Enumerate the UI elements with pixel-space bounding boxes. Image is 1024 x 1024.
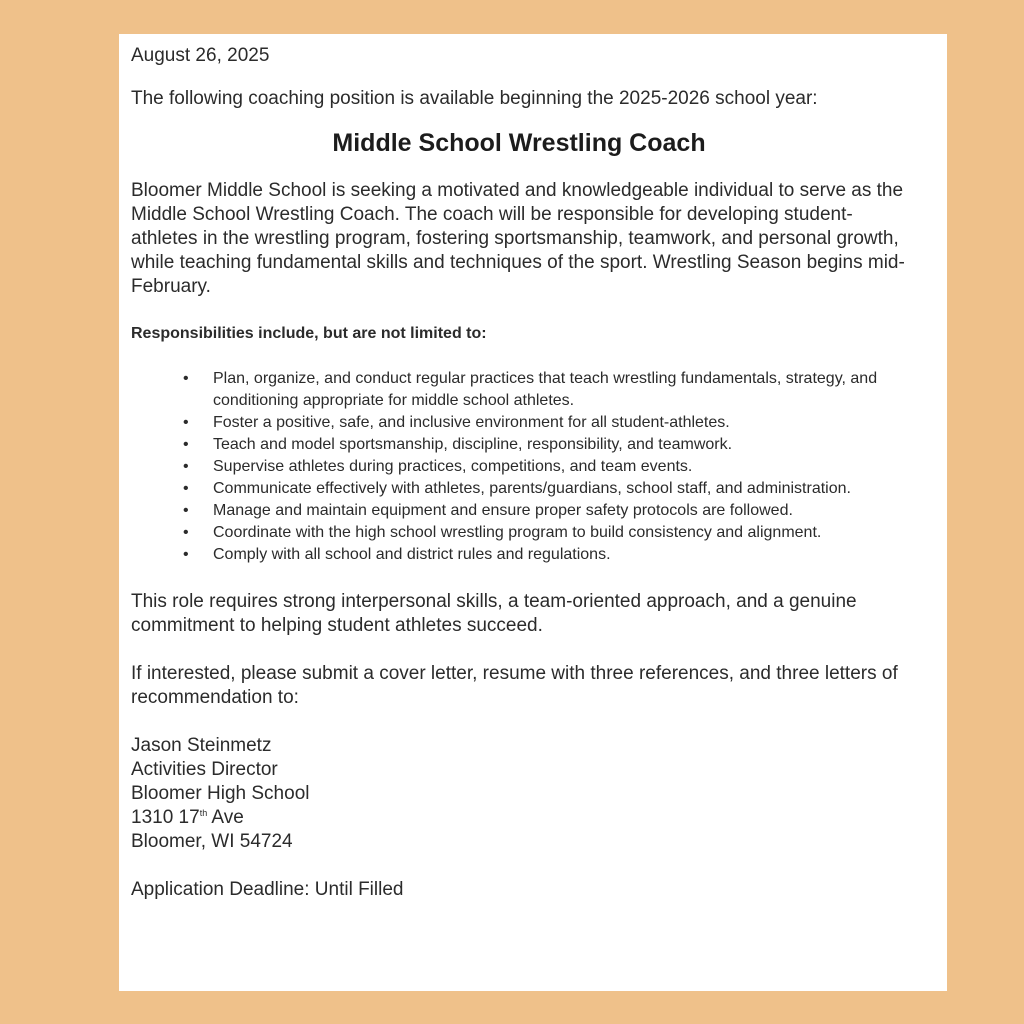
contact-street [131, 806, 907, 830]
job-posting-page [119, 34, 947, 991]
bullet-icon: • [183, 370, 189, 387]
list-item-text: Supervise athletes during practices, competitions, and team events. [213, 458, 693, 475]
position-description: Bloomer Middle School is seeking a motivated and knowledgeable individual to serve as the Middle School Wrestling Coach. The coach will be responsible for developing student-athletes in the wrestling program, fostering sportsmanship, teamwork, and personal growth, while teaching fundamental skills and techniques of the sport. Wrestling Season begins mid-February. [131, 180, 905, 297]
list-item [183, 412, 907, 434]
list-item [183, 478, 907, 500]
list-item [183, 368, 907, 412]
contact-address [131, 734, 907, 854]
street-number: 1310 17 [131, 807, 200, 828]
list-item-text: Plan, organize, and conduct regular practices that teach wrestling fundamentals, strategy, and conditioning appropriate for middle school athletes. [213, 370, 878, 409]
contact-school: Bloomer High School [131, 783, 310, 804]
bullet-icon: • [183, 502, 189, 519]
intro-text: The following coaching position is available beginning the 2025-2026 school year: [131, 88, 818, 109]
bullet-icon: • [183, 458, 189, 475]
contact-name: Jason Steinmetz [131, 735, 272, 756]
bullet-icon: • [183, 546, 189, 563]
list-item-text: Foster a positive, safe, and inclusive environment for all student-athletes. [213, 414, 730, 431]
list-item [183, 522, 907, 544]
requirements-text: This role requires strong interpersonal skills, a team-oriented approach, and a genuine commitment to helping student athletes succeed. [131, 591, 857, 636]
application-deadline: Application Deadline: Until Filled [131, 879, 404, 900]
contact-city: Bloomer, WI 54724 [131, 831, 293, 852]
responsibilities-heading: Responsibilities include, but are not limited to: [131, 325, 487, 342]
street-name: Ave [207, 807, 244, 828]
posting-date: August 26, 2025 [131, 45, 270, 66]
list-item-text: Manage and maintain equipment and ensure proper safety protocols are followed. [213, 502, 793, 519]
contact-role: Activities Director [131, 759, 278, 780]
bullet-icon: • [183, 436, 189, 453]
bullet-icon: • [183, 524, 189, 541]
apply-instructions: If interested, please submit a cover letter, resume with three references, and three letters of recommendation to: [131, 663, 898, 708]
list-item [183, 544, 907, 566]
responsibilities-list [131, 368, 907, 566]
list-item [183, 500, 907, 522]
list-item [183, 456, 907, 478]
list-item [183, 434, 907, 456]
list-item-text: Coordinate with the high school wrestling program to build consistency and alignment. [213, 524, 822, 541]
street-ordinal-suffix: th [199, 808, 208, 818]
bullet-icon: • [183, 414, 189, 431]
bullet-icon: • [183, 480, 189, 497]
list-item-text: Communicate effectively with athletes, parents/guardians, school staff, and administration. [213, 480, 851, 497]
position-title: Middle School Wrestling Coach [332, 129, 706, 157]
list-item-text: Teach and model sportsmanship, discipline, responsibility, and teamwork. [213, 436, 733, 453]
list-item-text: Comply with all school and district rules and regulations. [213, 546, 611, 563]
